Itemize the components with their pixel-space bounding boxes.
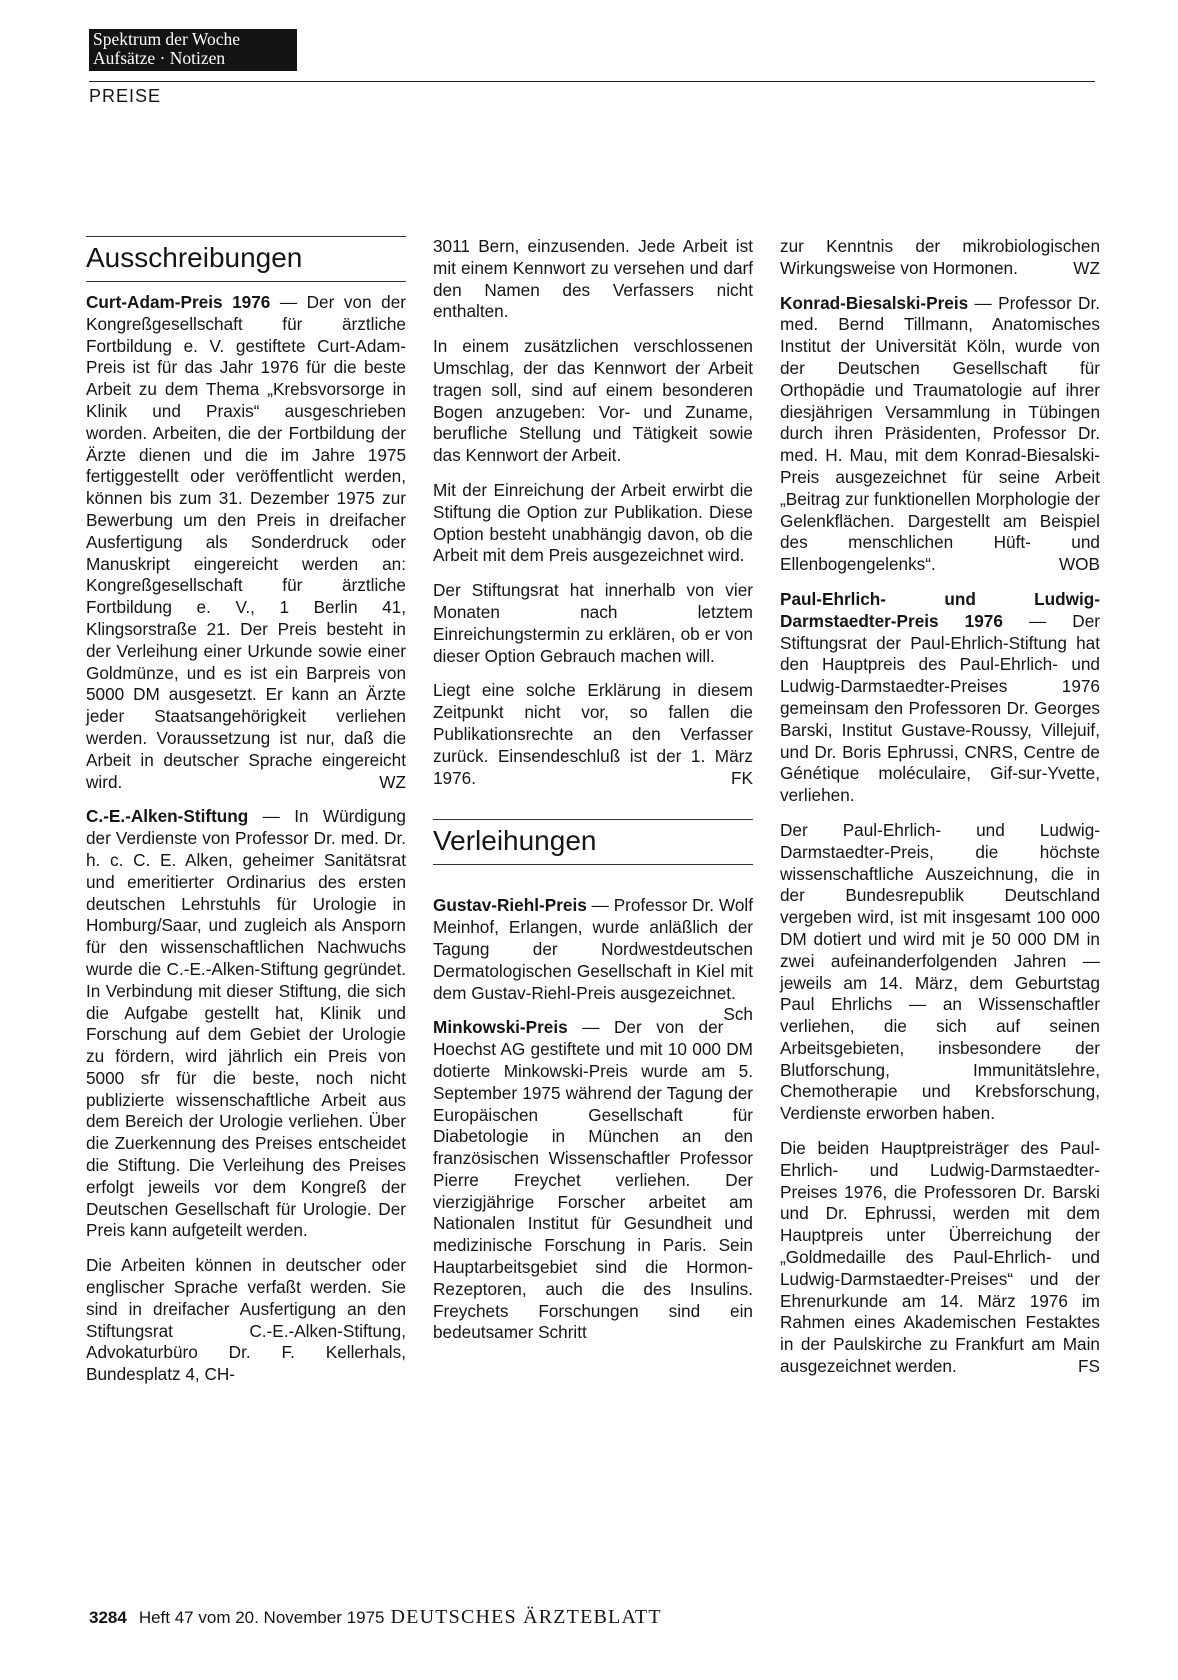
paragraph: zur Kenntnis der mikrobiologischen Wirkungsweise von Hormonen. WZ — [780, 236, 1100, 278]
article-gustav-riehl-preis: Gustav-Riehl-Preis — Professor Dr. Wolf Meinhof, Erlangen, wurde anläßlich der Tagung der Nordwestdeutschen Dermatologischen Gesellschaft in Kiel mit dem Gustav-Riehl-Preis ausgezeichnet. Sch — [433, 895, 753, 1025]
paragraph: Die beiden Hauptpreisträger des Paul-Ehrlich- und Ludwig-Darmstaedter-Preises 1976, die Professoren Dr. Barski und Dr. Ephrussi, werden mit dem Hauptpreis unter Überreichung der „Goldmedaille des Paul-Ehrlich- und Ludwig-Darmstaedter-Preises“ und der Ehrenurkunde am 14. März 1976 im Rahmen eines Akademischen Festaktes in der Paulskirche zu Frankfurt am Main ausgezeichnet werden. FS — [780, 1138, 1100, 1377]
article-paul-ehrlich-preis: Paul-Ehrlich- und Ludwig-Darmstaedter-Preis 1976 — Der Stiftungsrat der Paul-Ehrlich-Stiftung hat den Hauptpreis des Paul-Ehrlich- und Ludwig-Darmstaedter-Preises 1976 gemeinsam den Professoren Dr. Georges Barski, Institut Gustave-Roussy, Villejuif, und Dr. Boris Ephrussi, CNRS, Centre de Génétique moléculaire, Gif-sur-Yvette, verliehen. — [780, 588, 1101, 806]
author-initials: FS — [1078, 1356, 1100, 1377]
page-footer — [89, 1606, 662, 1629]
paragraph: In einem zusätzlichen verschlossenen Umschlag, der das Kennwort der Arbeit tragen soll, sind auf einem besonderen Bogen anzugeben: Vor- und Zuname, berufliche Stellung und Tätigkeit sowie das Kennwort der Arbeit. — [433, 336, 753, 466]
author-initials: WOB — [1058, 554, 1100, 575]
paragraph: Der Stiftungsrat hat innerhalb von vier Monaten nach letztem Einreichungstermin zu erklären, ob er von dieser Option Gebrauch machen will. — [433, 580, 753, 666]
section-label: PREISE — [89, 86, 162, 106]
article-title: Curt-Adam-Preis 1976 — [86, 292, 271, 312]
article-alken-stiftung: C.-E.-Alken-Stiftung — In Würdigung der Verdienste von Professor Dr. med. Dr. h. c. C. E. Alken, geheimer Sanitätsrat und emeritierter Ordinarius des ersten deutschen Lehrstuhls für Urologie in Homburg/Saar, und zugleich als Ansporn für den wissenschaftlichen Nachwuchs wurde die C.-E.-Alken-Stiftung gegründet. In Verbindung mit dieser Stiftung, die sich die Aufgabe gestellt hat, Klinik und Forschung auf dem Gebiet der Urologie zu fördern, wird jährlich ein Preis von 5000 sfr für die beste, noch nicht publizierte wissenschaftliche Arbeit aus dem Bereich der Urologie verliehen. Über die Zuerkennung des Preises entscheidet die Stiftung. Die Verleihung des Preises erfolgt jeweils vor dem Kongreß der Deutschen Gesellschaft für Urologie. Der Preis kann aufgeteilt werden. — [86, 806, 406, 1241]
journal-name: DEUTSCHES ÄRZTEBLATT — [390, 1606, 662, 1628]
article-title: Konrad-Biesalski-Preis — [780, 292, 969, 313]
article-title: Minkowski-Preis — [433, 1017, 568, 1038]
author-initials: FK — [731, 767, 753, 788]
paragraph: Liegt eine solche Erklärung in diesem Zeitpunkt nicht vor, so fallen die Publikationsrechte an den Verfasser zurück. Einsendeschluß ist der 1. März 1976. FK — [433, 680, 753, 788]
article-konrad-biesalski-preis: Konrad-Biesalski-Preis — Professor Dr. med. Bernd Tillmann, Anatomisches Institut der Universität Köln, wurde von der Deutschen Gesellschaft für Orthopädie und Traumatologie auf ihrer diesjährigen Versammlung in Tübingen durch ihren Präsidenten, Professor Dr. med. H. Mau, mit dem Konrad-Biesalski-Preis ausgezeichnet für seine Arbeit „Beitrag zur funktionellen Morphologie der Gelenkflächen. Dargestellt am Beispiel des menschlichen Hüft- und Ellenbogengelenks“. WOB — [780, 292, 1100, 575]
paragraph: 3011 Bern, einzusenden. Jede Arbeit ist mit einem Kennwort zu versehen und darf den Namen des Verfassers nicht enthalten. — [433, 236, 753, 322]
heading-verleihungen: Verleihungen — [433, 819, 753, 865]
column-2 — [433, 236, 753, 1357]
article-title: Paul-Ehrlich- und Ludwig-Darmstaedter-Preis 1976 — [780, 588, 1100, 631]
article-minkowski-preis: Minkowski-Preis — Der von der Hoechst AG gestiftete und mit 10 000 DM dotierte Minkowski-Preis wurde am 5. September 1975 während der Tagung der Europäischen Gesellschaft für Diabetologie in München an den französischen Wissenschaftler Professor Pierre Freychet verliehen. Der vierzigjährige Forscher arbeitet am Nationalen Institut für Gesundheit und medizinische Forschung in Paris. Sein Hauptarbeitsgebiet sind die Hormon-Rezeptoren, auch die des Insulins. Freychets Forschungen sind ein bedeutsamer Schritt — [433, 1017, 753, 1343]
top-rule — [89, 81, 1095, 82]
author-initials: WZ — [379, 771, 406, 792]
page-number: 3284 — [89, 1608, 127, 1627]
author-initials: Sch — [723, 1004, 753, 1025]
paragraph: Der Paul-Ehrlich- und Ludwig-Darmstaedter-Preis, die höchste wissenschaftliche Auszeichnung, die in der Bundesrepublik Deutschland vergeben wird, ist mit insgesamt 100 000 DM dotiert und wird mit je 50 000 DM in zwei aufeinanderfolgenden Jahren — jeweils am 14. März, dem Geburtstag Paul Ehrlichs — an Wissenschaftler verliehen, die sich auf seinen Arbeitsgebieten, insbesondere der Blutforschung, Immunitätslehre, Chemotherapie und Krebsforschung, Verdienste erworben haben. — [780, 819, 1100, 1124]
heading-ausschreibungen: Ausschreibungen — [86, 236, 406, 282]
column-1 — [86, 236, 406, 1399]
article-title: C.-E.-Alken-Stiftung — [86, 806, 249, 827]
rubric-line-1: Spektrum der Woche — [93, 29, 240, 49]
issue-info: Heft 47 vom 20. November 1975 — [138, 1608, 385, 1627]
article-title: Gustav-Riehl-Preis — [433, 895, 587, 916]
paragraph: Mit der Einreichung der Arbeit erwirbt die Stiftung die Option zur Publikation. Diese Option besteht unabhängig davon, ob die Arbeit mit dem Preis ausgezeichnet wird. — [433, 479, 753, 566]
author-initials: WZ — [1073, 257, 1100, 278]
article-curt-adam-preis: Curt-Adam-Preis 1976 — Der von der Kongreßgesellschaft für ärztliche Fortbildung e. V. gestiftete Curt-Adam-Preis ist für das Jahr 1976 für die beste Arbeit zu dem Thema „Krebsvorsorge in Klinik und Praxis“ ausgeschrieben worden. Arbeiten, die der Fortbildung der Ärzte dienen und die im Jahre 1975 fertiggestellt oder veröffentlicht werden, können bis zum 31. Dezember 1975 zur Bewerbung um den Preis in dreifacher Ausfertigung als Sonderdruck oder Manuskript eingereicht werden an: Kongreßgesellschaft für ärztliche Fortbildung e. V., 1 Berlin 41, Klingsorstraße 21. Der Preis besteht in der Verleihung einer Urkunde sowie einer Goldmünze, und es ist ein Barpreis von 5000 DM ausgesetzt. Er kann an Ärzte jeder Staatsangehörigkeit verliehen werden. Voraussetzung ist nur, daß die Arbeit in deutscher Sprache eingereicht wird. WZ — [86, 292, 406, 792]
column-3 — [780, 236, 1100, 1391]
paragraph: Die Arbeiten können in deutscher oder englischer Sprache verfaßt werden. Sie sind in dreifacher Ausfertigung an den Stiftungsrat C.-E.-Alken-Stiftung, Advokaturbüro Dr. F. Kellerhals, Bundesplatz 4, CH- — [86, 1255, 406, 1385]
rubric-box — [89, 29, 297, 71]
rubric-line-2: Aufsätze · Notizen — [93, 48, 226, 68]
